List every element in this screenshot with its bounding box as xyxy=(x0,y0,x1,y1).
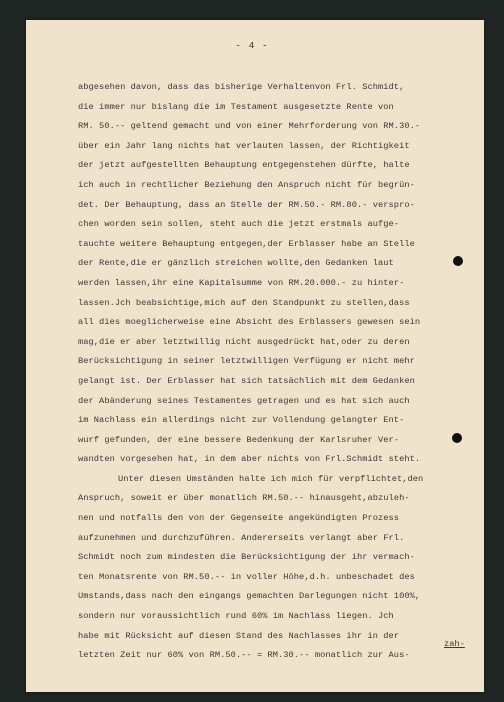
text-line: RM. 50.-- geltend gemacht und von einer Mehrforderung von RM.30.- xyxy=(78,121,421,132)
text-line: Unter diesen Umständen halte ich mich für verpflichtet,den xyxy=(118,473,424,484)
text-line: der jetzt aufgestellten Behauptung entgegenstehen dürfte, halte xyxy=(78,160,410,171)
text-line: Berücksichtigung in seiner letztwilligen Verfügung er nicht mehr xyxy=(78,356,415,367)
text-line: habe mit Rücksicht auf diesen Stand des Nachlasses ihr in der xyxy=(78,630,400,641)
text-line: lassen.Jch beabsichtige,mich auf den Standpunkt zu stellen,dass xyxy=(78,297,410,308)
text-line: aufzunehmen und durchzuführen. Andererseits verlangt aber Frl. xyxy=(78,532,405,543)
text-line: Umstands,dass nach den eingangs gemachten Darlegungen nicht 100%, xyxy=(78,591,421,602)
text-line: letzten Zeit nur 60% von RM.50.-- = RM.30.-- monatlich zur Aus- xyxy=(78,650,410,661)
text-line: der Abänderung seines Testamentes getragen und es hat sich auch xyxy=(78,395,410,406)
text-line: abgesehen davon, dass das bisherige Verhaltenvon Frl. Schmidt, xyxy=(78,82,405,92)
text-line: det. Der Behauptung, dass an Stelle der RM.50.- RM.80.- verspro- xyxy=(78,199,415,210)
catchword: zah- xyxy=(444,639,465,649)
text-line: mag,die er aber letztwillig nicht ausgedrückt hat,oder zu deren xyxy=(78,336,410,347)
text-line: sondern nur voraussichtlich rund 60% im Nachlass liegen. Jch xyxy=(78,611,394,622)
text-line: tauchte weitere Behauptung entgegen,der Erblasser habe an Stelle xyxy=(78,238,415,249)
text-line: Schmidt noch zum mindesten die Berücksichtigung der ihr vermach- xyxy=(78,552,415,563)
text-line: ich auch in rechtlicher Beziehung den Anspruch nicht für begrün- xyxy=(78,179,415,190)
text-line: die immer nur bislang die im Testament ausgesetzte Rente von xyxy=(78,101,394,112)
text-line: chen worden sein sollen, steht auch die jetzt erstmals aufge- xyxy=(78,219,400,230)
text-line: ten Monatsrente von RM.50.-- in voller Höhe,d.h. unbeschadet des xyxy=(78,571,415,582)
text-line: nen und notfalls den von der Gegenseite angekündigten Prozess xyxy=(78,513,400,524)
text-line: all dies moeglicherweise eine Absicht des Erblassers gewesen sein xyxy=(78,317,421,328)
punch-hole xyxy=(452,433,462,443)
text-line: der Rente,die er gänzlich streichen wollte,den Gedanken laut xyxy=(78,258,394,269)
page-number: - 4 - xyxy=(235,40,269,51)
text-line: wurf gefunden, der eine bessere Bedenkung der Karlsruher Ver- xyxy=(78,434,400,445)
text-line: über ein Jahr lang nichts hat verlauten lassen, der Richtigkeit xyxy=(78,140,410,151)
text-line: Anspruch, soweit er über monatlich RM.50.-- hinausgeht,abzuleh- xyxy=(78,493,410,504)
letter-body xyxy=(78,78,488,666)
text-line: im Nachlass ein allerdings nicht zur Vollendung gelangter Ent- xyxy=(78,415,405,426)
text-line: wandten vorgesehen hat, in dem aber nichts von Frl.Schmidt steht. xyxy=(78,454,421,465)
text-line: gelangt ist. Der Erblasser hat sich tatsächlich mit dem Gedanken xyxy=(78,375,415,386)
text-line: werden lassen,ihr eine Kapitalsumme von RM.20.000.- zu hinter- xyxy=(78,277,405,288)
punch-hole xyxy=(453,256,463,266)
